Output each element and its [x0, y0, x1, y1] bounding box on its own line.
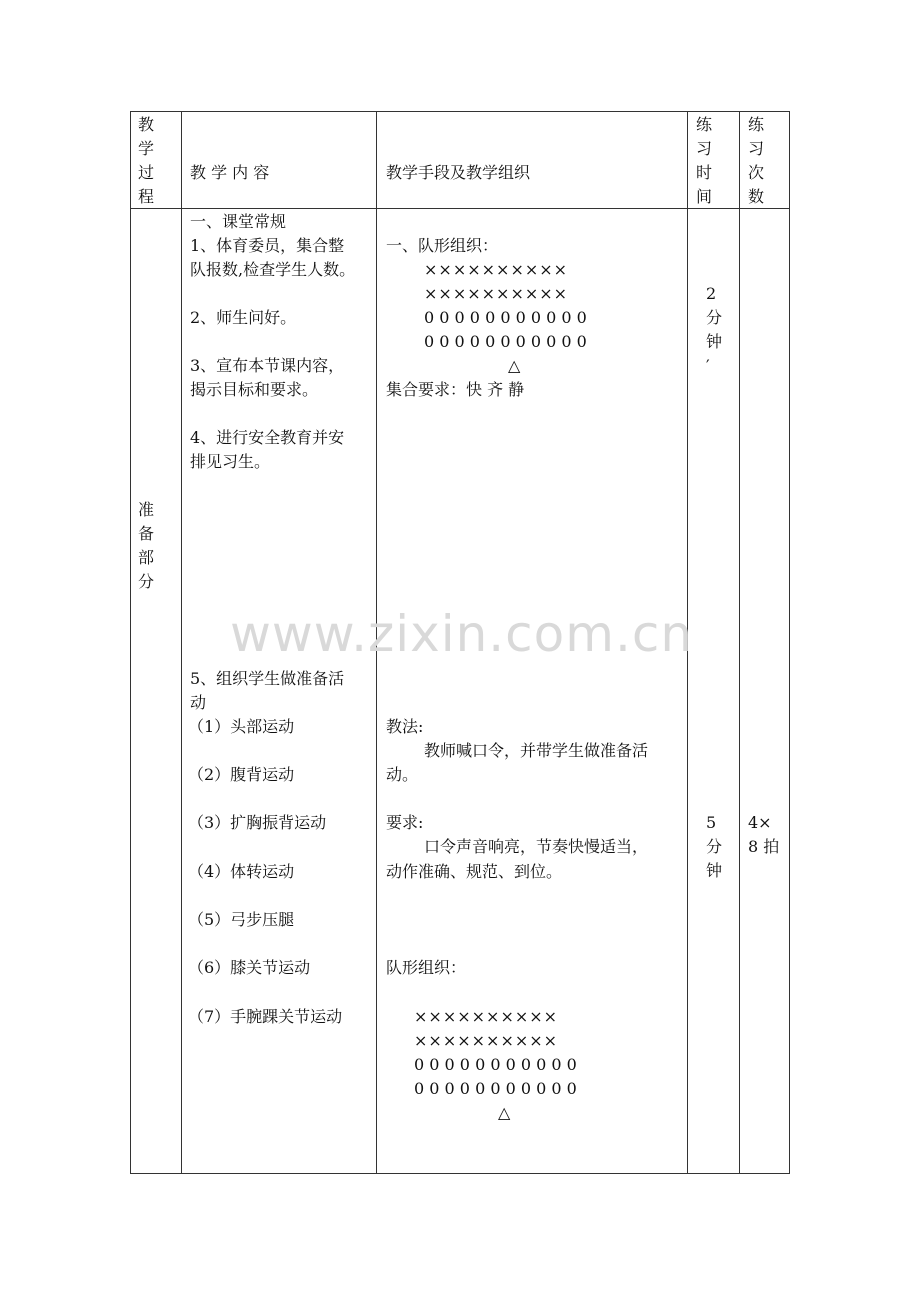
exercise-3: （3）扩胸振背运动	[188, 813, 327, 832]
header-teaching-process: 教 学 过 程	[138, 115, 155, 206]
formation-title: 一、队形组织：	[386, 236, 499, 255]
table-right-border	[789, 111, 790, 1174]
routine-title: 一、课堂常规	[190, 212, 287, 231]
count-line2: 8 拍	[748, 837, 780, 856]
header-bottom-border	[130, 208, 790, 209]
item4-line1: 4、进行安全教育并安	[190, 428, 345, 447]
exercise-7: （7）手腕踝关节运动	[188, 1007, 343, 1026]
item1-line1: 1、体育委员，集合整	[190, 236, 345, 255]
exercise-1: （1）头部运动	[188, 717, 295, 736]
exercise-6: （6）膝关节运动	[188, 958, 311, 977]
section-label-preparation: 准 备 部 分	[138, 500, 155, 591]
teacher2-triangle-icon: △	[498, 1103, 511, 1122]
col-divider-4	[739, 111, 740, 1174]
header-practice-time: 练 习 时 间	[696, 115, 713, 206]
watermark: www.zixin.com.cn	[230, 605, 694, 663]
header-teaching-methods: 教学手段及教学组织	[386, 163, 531, 182]
teaching-method-text-line2: 动。	[386, 765, 419, 784]
exercise-4: （4）体转运动	[188, 862, 295, 881]
requirement-label: 要求:	[386, 813, 424, 832]
formation-row-x-1: ××××××××××	[424, 260, 569, 279]
item3-line1: 3、宣布本节课内容，	[190, 356, 345, 375]
formation2-row-o-2: 0 0 0 0 0 0 0 0 0 0 0	[414, 1079, 577, 1098]
item3-line2: 揭示目标和要求。	[190, 380, 319, 399]
teacher-triangle-icon: △	[508, 356, 521, 375]
col-divider-1	[181, 111, 182, 1174]
exercise-2: （2）腹背运动	[188, 765, 295, 784]
teaching-method-text-line1: 教师喊口令，并带学生做准备活	[424, 741, 649, 760]
formation2-title: 队形组织：	[386, 958, 467, 977]
formation-row-o-1: 0 0 0 0 0 0 0 0 0 0 0	[424, 308, 587, 327]
time-2: 5 分 钟	[706, 813, 723, 880]
exercise-5: （5）弓步压腿	[188, 910, 295, 929]
teaching-method-label: 教法:	[386, 717, 424, 736]
formation-row-o-2: 0 0 0 0 0 0 0 0 0 0 0	[424, 332, 587, 351]
assembly-requirement: 集合要求：快 齐 静	[386, 380, 525, 399]
item5-line2: 动	[190, 693, 207, 712]
item4-line2: 排见习生。	[190, 452, 271, 471]
formation-row-x-2: ××××××××××	[424, 284, 569, 303]
requirement-text-line2: 动作准确、规范、到位。	[386, 862, 563, 881]
item5-line1: 5、组织学生做准备活	[190, 669, 345, 688]
formation2-row-o-1: 0 0 0 0 0 0 0 0 0 0 0	[414, 1055, 577, 1074]
header-practice-count: 练 习 次 数	[748, 115, 765, 206]
count-line1: 4×	[748, 813, 772, 832]
formation2-row-x-1: ××××××××××	[414, 1007, 559, 1026]
item1-line2: 队报数,检查学生人数。	[190, 260, 356, 279]
table-bottom-border	[130, 1173, 790, 1174]
item2: 2、师生问好。	[190, 308, 297, 327]
header-teaching-content: 教 学 内 容	[190, 163, 270, 182]
table-left-border	[130, 111, 131, 1174]
formation2-row-x-2: ××××××××××	[414, 1031, 559, 1050]
table-top-border	[130, 111, 790, 112]
requirement-text-line1: 口令声音响亮，节奏快慢适当，	[424, 837, 649, 856]
time-1: 2 分 钟 ′	[706, 284, 723, 375]
